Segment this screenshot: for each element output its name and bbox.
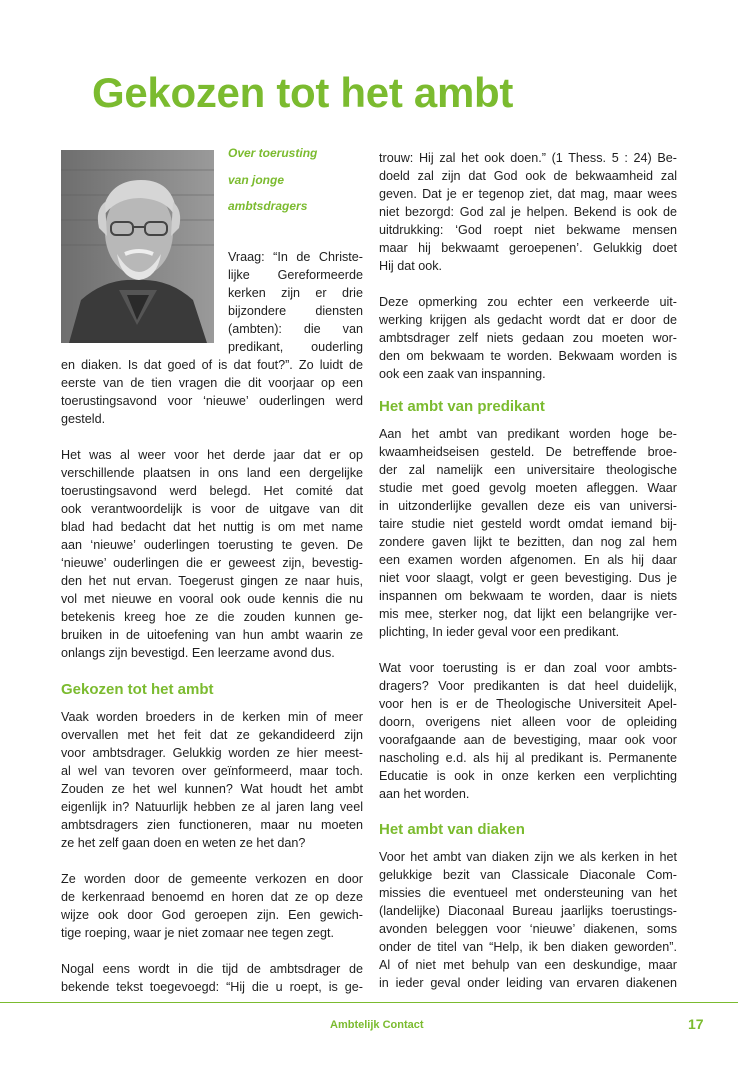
page-number: 17 (688, 1016, 704, 1032)
text-line: studie met goed gevolg moeten afleggen. Waar (379, 481, 677, 495)
text-line: een examen worden afgenomen. En als hij daar (379, 553, 677, 567)
text-line: dragers? Voor predikanten is dat heel duidelijk, (379, 679, 677, 693)
text-line: overvallen met het feit dat ze gekandideerd zijn (61, 728, 363, 742)
text-line: geven. Dat je er tegenop ziet, dat mag, maar wees (379, 187, 677, 201)
text-line: eigenlijk in? Natuurlijk hebben ze al jaren lang veel (61, 800, 363, 814)
subtitle-line: van jonge (228, 172, 285, 187)
text-line: ambtsdrager zelf niets gedaan zou moeten wor- (379, 331, 677, 345)
text-line: en diaken. Is dat goed of is dat fout?”. Zo luidt de (61, 358, 363, 372)
text-line: wijze ook door God geroepen zijn. Een gewich- (61, 908, 363, 922)
text-line: maar hij bekwaamt geroepenen’. Gelukkig doet (379, 241, 677, 255)
text-line: aan ‘nieuwe’ ouderlingen toerusting te geven. De (61, 538, 363, 552)
text-line: trouw: Hij zal het ook doen.” (1 Thess. 5 : 24) Be- (379, 151, 677, 165)
text-line: eerste van de tien vragen die dit voorjaar op een (61, 376, 363, 390)
footer-divider (0, 1002, 738, 1003)
text-line: den het nut ervan. Toegerust gingen ze naar huis, (61, 574, 363, 588)
text-line: verschillende plaatsen in ons land een dergelijke (61, 466, 363, 480)
text-line: Educatie is ook in onze kerken een verplichting (379, 769, 677, 783)
text-line: ‘nieuwe’ ouderlingen die er geweest zijn, bevestig- (61, 556, 363, 570)
text-line: gelukkige bezit van Classicale Diaconale Com- (379, 868, 677, 882)
text-line: ambtsdragers zien functioneren, maar nu moeten (61, 818, 363, 832)
subtitle-line: ambtsdragers (228, 199, 308, 213)
text-line: doeld zal zijn dat God ook de bekwaamheid zal (379, 169, 677, 183)
text-line: missies die eventueel met ondersteuning van het (379, 886, 677, 900)
text-line: kwaamheidseisen gesteld. De betreffende broe- (379, 445, 677, 459)
text-line: de kerkenraad benoemd en horen dat ze op deze (61, 890, 363, 904)
text-line: werking krijgen als gedacht wordt dat er door de (379, 313, 677, 327)
text-line: Ze worden door de gemeente verkozen en door (61, 872, 363, 886)
text-line: kerken zijn er drie (228, 286, 363, 300)
text-line: nascholing e.d. als hij al predikant is. Permanente (379, 751, 677, 765)
text-line: plichting, In ieder geval voor een predikant. (379, 625, 620, 639)
text-line: Deze opmerking zou echter een verkeerde uit- (379, 295, 677, 309)
text-line: niet bezorgd: God zal je helpen. Bekend is ook de (379, 205, 677, 219)
author-photo (61, 150, 214, 343)
text-line: lijke Gereformeerde (228, 268, 363, 282)
text-line: (landelijke) Diaconaal Bureau jaarlijks toerustings- (379, 904, 677, 918)
text-line: betekenis kreeg hoe ze die zouden kunnen ge- (61, 610, 363, 624)
section-heading: Gekozen tot het ambt (61, 681, 214, 698)
text-line: inspannen om bekwaam te worden, daar is niets (379, 589, 677, 603)
text-line: predikant, ouderling (228, 340, 363, 354)
section-heading: Het ambt van predikant (379, 398, 545, 415)
text-line: Hij dat ook. (379, 259, 442, 273)
text-line: Al of niet met behulp van een deskundige, maar (379, 958, 677, 972)
portrait-image (61, 150, 214, 343)
text-line: in uitzonderlijke gevallen deze eis van universi- (379, 499, 677, 513)
text-line: Vaak worden broeders in de kerken min of meer (61, 710, 363, 724)
text-line: bruiken in de uitoefening van hun ambt waarin ze (61, 628, 363, 642)
text-line: toerustingsavond voor ‘nieuwe’ ouderlingen werd (61, 394, 363, 408)
text-line: Aan het ambt van predikant worden hoge be- (379, 427, 677, 441)
text-line: tige roeping, waar je niet zomaar nee tegen zegt. (61, 926, 335, 940)
text-line: toerustingsavond werd belegd. Het comité dat (61, 484, 363, 498)
text-line: voorafgaande aan de bevestiging, maar ook voor (379, 733, 677, 747)
text-line: gesteld. (61, 412, 106, 426)
text-line: mis mee, sterker nog, dat lijkt een belangrijke ver- (379, 607, 677, 621)
article-subtitle (228, 143, 358, 223)
text-line: blad had bedacht dat het nuttig is om met name (61, 520, 363, 534)
text-line: (ambten): die van (228, 322, 363, 336)
text-line: Nogal eens wordt in die tijd de ambtsdrager de (61, 962, 363, 976)
text-line: voor hen is er de Theologische Universiteit Apel- (379, 697, 677, 711)
text-line: voor ambtsdrager. Gelukkig worden ze hier meest- (61, 746, 363, 760)
text-line: ze het zelf gaan doen en weten ze het dan? (61, 836, 306, 850)
text-line: uitdrukking: ‘God roept niet bekwame mensen (379, 223, 677, 237)
subtitle-line: Over toerusting (228, 146, 318, 160)
text-line: zondere gaven lijkt te bezitten, dan nog zal hem (379, 535, 677, 549)
text-line: onlangs zijn bevestigd. Een leerzame avond dus. (61, 646, 335, 660)
text-line: Zouden ze het wel kunnen? Wat houdt het ambt (61, 782, 363, 796)
text-line: onder de titel van “Help, ik ben diaken geworden”. (379, 940, 677, 954)
text-line: al wel van tevoren over geïnformeerd, maar toch. (61, 764, 363, 778)
text-line: doorn, overigens niet alleen voor de opleiding (379, 715, 677, 729)
text-line: ook verantwoordelijk is voor de uitgave van dit (61, 502, 363, 516)
article-title: Gekozen tot het ambt (92, 69, 514, 116)
text-line: Het was al weer voor het derde jaar dat er op (61, 448, 363, 462)
text-line: den om bekwaam te worden. Bekwaam worden is (379, 349, 677, 363)
section-heading: Het ambt van diaken (379, 821, 525, 838)
text-line: aan het worden. (379, 787, 470, 801)
text-line: Wat voor toerusting is er dan zoal voor ambts- (379, 661, 677, 675)
text-line: vol met nieuwe en vooral ook oude kennis die nu (61, 592, 363, 606)
text-line: in ieder geval onder leiding van ervaren diakenen (379, 976, 677, 990)
text-line: Voor het ambt van diaken zijn we als kerken in het (379, 850, 677, 864)
text-line: der zal namelijk een universitaire theologische (379, 463, 677, 477)
text-line: taire studie niet gesteld wordt omdat iemand bij- (379, 517, 677, 531)
magazine-name: Ambtelijk Contact (330, 1019, 424, 1031)
text-line: bekende tekst toegevoegd: “Hij die u roept, is ge- (61, 980, 363, 994)
text-line: avonden beleggen voor ‘nieuwe’ diakenen, soms (379, 922, 677, 936)
text-line: bijzondere diensten (228, 304, 363, 318)
text-line: Vraag: “In de Christe- (228, 250, 363, 264)
text-line: niet voor slaagt, volgt er geen bevestiging. Dus je (379, 571, 677, 585)
text-line: ook een zaak van inspanning. (379, 367, 546, 381)
